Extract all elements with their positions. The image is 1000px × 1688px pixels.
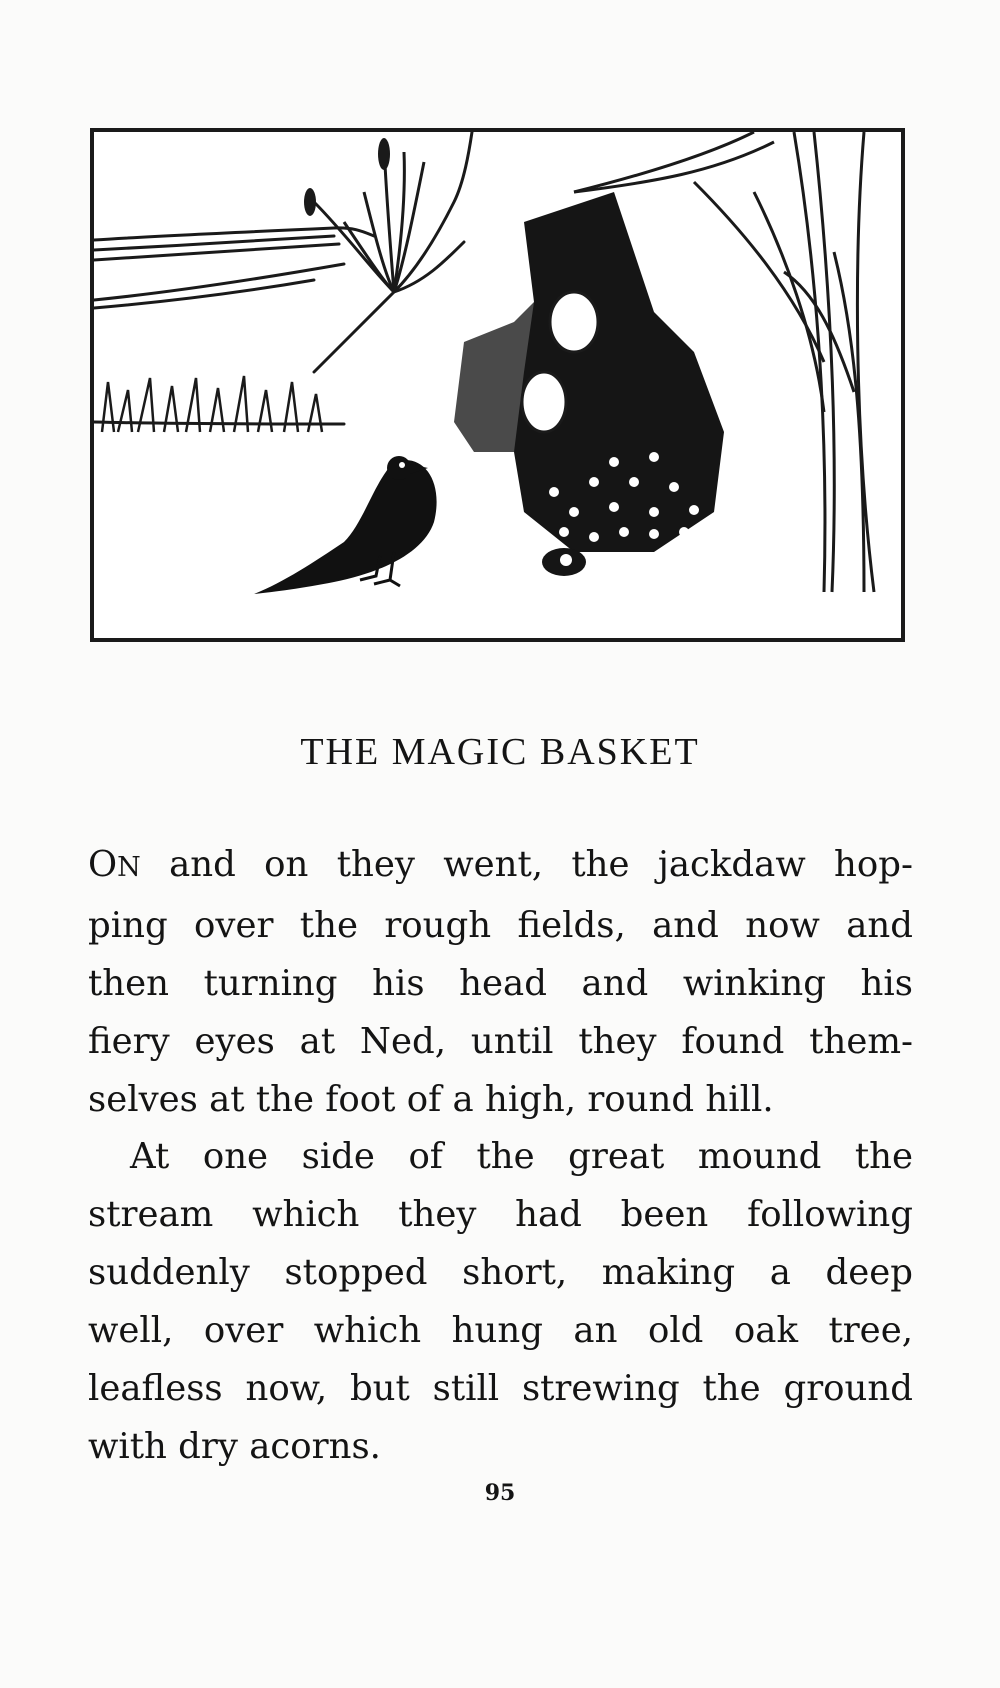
paragraph-line: At one side of the great mound the xyxy=(130,1136,913,1177)
chapter-illustration xyxy=(90,128,905,642)
witch-and-jackdaw-illustration-icon xyxy=(94,132,901,638)
page-number: 95 xyxy=(484,1480,516,1506)
paragraph-line: well, over which hung an old oak tree, xyxy=(88,1310,913,1351)
paragraph-line: selves at the foot of a high, round hill. xyxy=(88,1079,774,1120)
dropcap-small-caps: N xyxy=(117,852,141,883)
paragraph-1 xyxy=(88,836,913,1129)
paragraph-line: ping over the rough fields, and now and xyxy=(88,905,913,946)
jackdaw-bird-icon xyxy=(254,456,437,594)
chapter-title: THE MAGIC BASKET xyxy=(300,731,700,773)
paragraph-line: then turning his head and winking his xyxy=(88,963,913,1004)
paragraph-line: stream which they had been following xyxy=(88,1194,913,1235)
paragraph-line: leafless now, but still strewing the ground xyxy=(88,1368,913,1409)
paragraph-line: ON and on they went, the jackdaw hop- xyxy=(88,844,913,885)
paragraph-2 xyxy=(88,1128,913,1476)
paragraph-line: fiery eyes at Ned, until they found them- xyxy=(88,1021,913,1062)
paragraph-line: with dry acorns. xyxy=(88,1426,381,1467)
paragraph-line: suddenly stopped short, making a deep xyxy=(88,1252,913,1293)
dropcap-first-letter: O xyxy=(88,844,118,885)
